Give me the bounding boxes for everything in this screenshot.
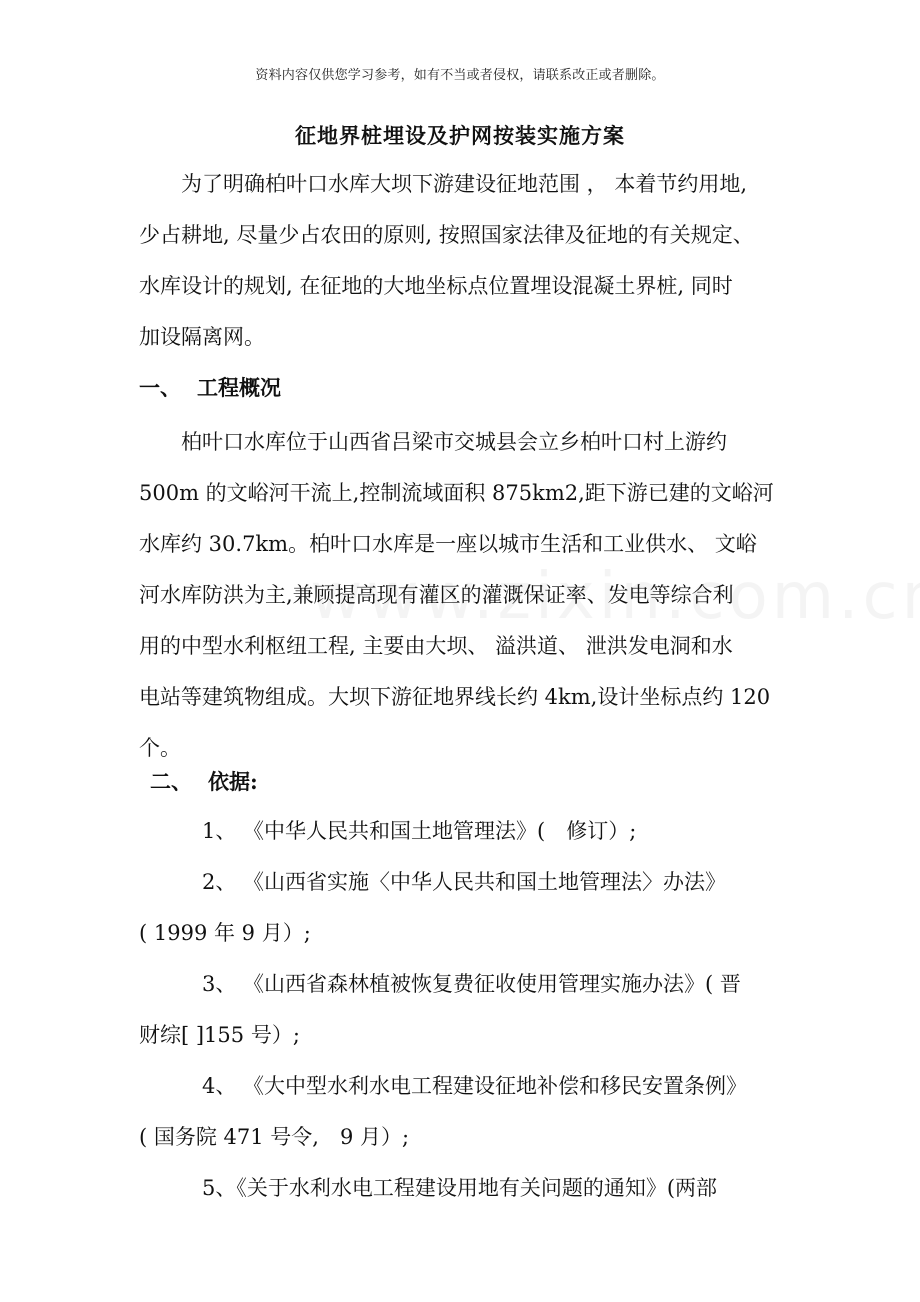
reference-item-2: 2、 《山西省实施〈中华人民共和国土地管理法〉办法》	[139, 870, 727, 894]
section-1-line: 500m 的文峪河干流上,控制流域面积 875km2,距下游已建的文峪河	[139, 481, 774, 505]
section-1-line: 用的中型水利枢纽工程, 主要由大坝、 溢洪道、 泄洪发电洞和水	[139, 634, 733, 658]
section-1-line: 河水库防洪为主,兼顾提高现有灌区的灌溉保证率、发电等综合利	[139, 583, 734, 607]
document-title: 征地界桩埋设及护网按装实施方案	[295, 123, 625, 148]
section-1-line: 水库约 30.7km。柏叶口水库是一座以城市生活和工业供水、 文峪	[139, 532, 757, 556]
header-disclaimer: 资料内容仅供您学习参考，如有不当或者侵权，请联系改正或者删除。	[255, 68, 665, 83]
intro-line: 为了明确柏叶口水库大坝下游建设征地范围 ， 本着节约用地,	[139, 172, 748, 196]
reference-item-3-cont: 财综[ ]155 号）;	[139, 1023, 300, 1047]
section-1-number: 一、	[139, 375, 181, 400]
section-1-paragraph	[139, 417, 794, 774]
section-1-line: 柏叶口水库位于山西省吕梁市交城县会立乡柏叶口村上游约	[139, 430, 727, 454]
section-1-line: 电站等建筑物组成。大坝下游征地界线长约 4km,设计坐标点约 120	[139, 685, 771, 709]
reference-item-1: 1、 《中华人民共和国土地管理法》( 修订）;	[139, 819, 637, 843]
reference-item-5: 5、《关于水利水电工程建设用地有关问题的通知》(两部	[139, 1176, 718, 1200]
reference-item-4: 4、 《大中型水利水电工程建设征地补偿和移民安置条例》	[139, 1074, 748, 1098]
intro-line: 少占耕地, 尽量少占农田的原则, 按照国家法律及征地的有关规定、	[139, 223, 754, 247]
reference-item-2-cont: ( 1999 年 9 月）;	[139, 921, 311, 945]
section-1-title: 工程概况	[197, 375, 281, 400]
references-list	[139, 806, 794, 1214]
section-2-number: 二、	[150, 769, 192, 794]
intro-line: 加设隔离网。	[139, 325, 265, 349]
reference-item-4-cont: ( 国务院 471 号令, 9 月）;	[139, 1125, 410, 1149]
section-1-line: 个。	[139, 736, 181, 760]
intro-line: 水库设计的规划, 在征地的大地坐标点位置埋设混凝土界桩, 同时	[139, 274, 733, 298]
section-1-heading	[139, 373, 281, 403]
reference-item-3: 3、 《山西省森林植被恢复费征收使用管理实施办法》( 晋	[139, 972, 741, 996]
intro-paragraph	[139, 159, 794, 363]
section-2-title: 依据:	[208, 769, 258, 794]
section-2-heading	[150, 767, 258, 797]
